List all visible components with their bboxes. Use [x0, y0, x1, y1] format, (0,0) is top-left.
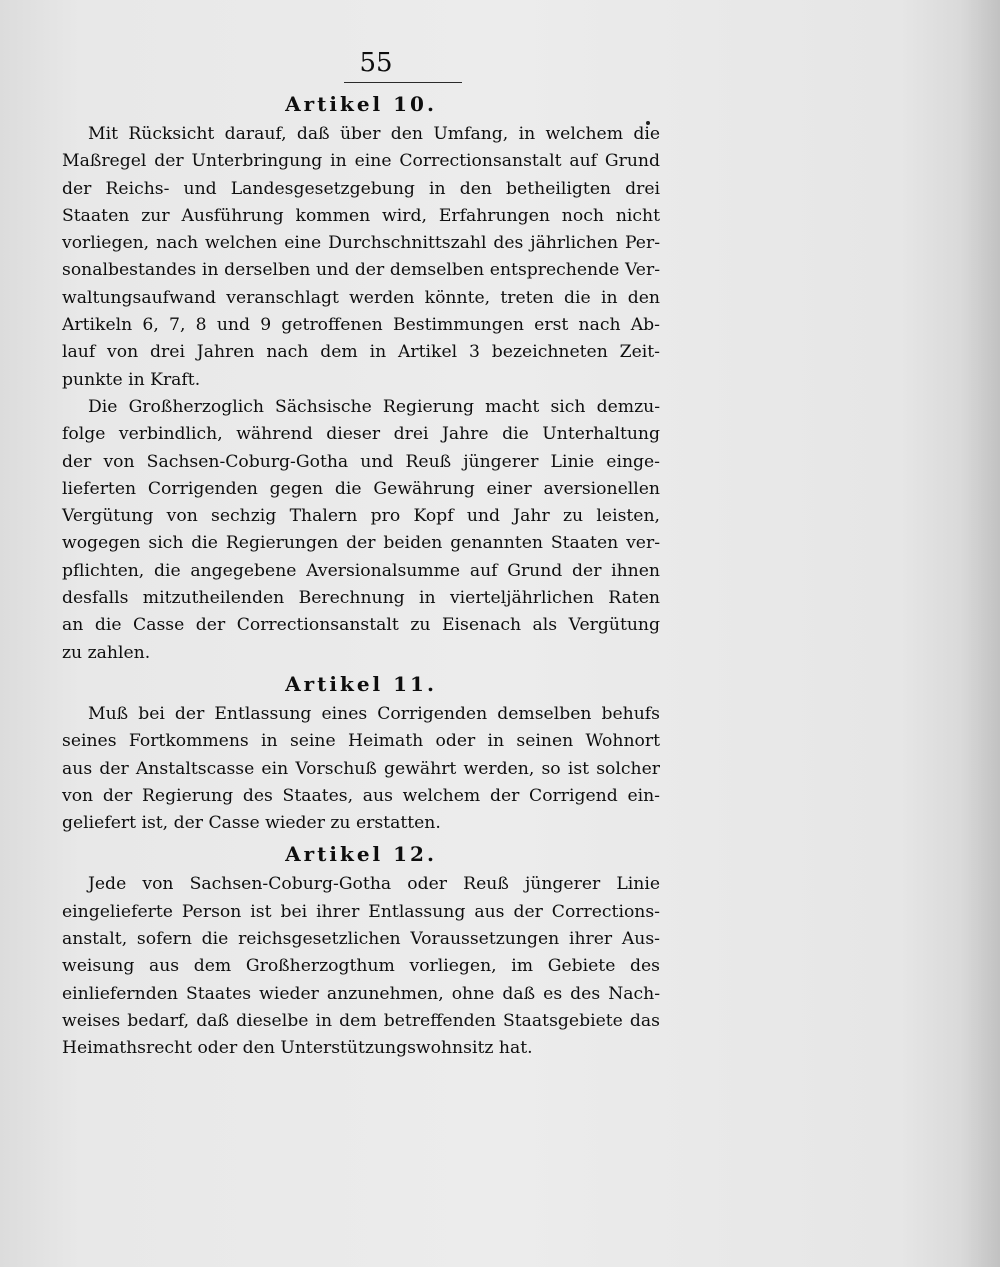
text-line: sonalbestandes in derselben und der demselben entsprechende Ver-	[62, 260, 660, 281]
text-line: desfalls mitzutheilenden Berechnung in vierteljährlichen Raten	[62, 588, 660, 609]
text-line: von der Regierung des Staates, aus welchem der Corrigend ein-	[62, 785, 660, 806]
text-line: weisung aus dem Großherzogthum vorliegen, im Gebiete des	[62, 956, 660, 977]
text-line: folge verbindlich, während dieser drei Jahre die Unterhaltung	[62, 424, 660, 445]
text-line: vorliegen, nach welchen eine Durchschnittszahl des jährlichen Per-	[62, 233, 660, 254]
page-number: 55	[359, 48, 393, 78]
paragraph	[62, 701, 660, 837]
article-section	[62, 841, 660, 1062]
text-line: lieferten Corrigenden gegen die Gewährung einer aversionellen	[62, 478, 660, 499]
text-line: wogegen sich die Regierungen der beiden genannten Staaten ver-	[62, 533, 660, 554]
text-line: Heimathsrecht oder den Unterstützungswohnsitz hat.	[62, 1038, 533, 1059]
article-heading: Artikel 12.	[285, 842, 437, 867]
article-section	[62, 91, 660, 667]
text-line: Mit Rücksicht darauf, daß über den Umfang, in welchem die	[88, 124, 660, 144]
paragraph	[62, 121, 660, 394]
text-line: aus der Anstaltscasse ein Vorschuß gewährt werden, so ist solcher	[62, 758, 660, 779]
text-line: der von Sachsen-Coburg-Gotha und Reuß jüngerer Linie einge-	[62, 451, 660, 472]
text-line: einliefernden Staates wieder anzunehmen, ohne daß es des Nach-	[62, 983, 660, 1004]
text-line: Vergütung von sechzig Thalern pro Kopf und Jahr zu leisten,	[62, 506, 660, 527]
text-line: weises bedarf, daß dieselbe in dem betreffenden Staatsgebiete das	[62, 1010, 660, 1031]
text-line: punkte in Kraft.	[62, 369, 201, 390]
page-content	[62, 48, 660, 1063]
text-line: Jede von Sachsen-Coburg-Gotha oder Reuß jüngerer Linie	[88, 874, 660, 895]
text-line: lauf von drei Jahren nach dem in Artikel 3 bezeichneten Zeit-	[62, 342, 660, 363]
page-number-rule	[344, 82, 462, 83]
page-edge-shadow	[960, 0, 1000, 1267]
text-line: eingelieferte Person ist bei ihrer Entlassung aus der Corrections-	[62, 901, 660, 922]
text-line: zu zahlen.	[62, 642, 151, 663]
article-heading: Artikel 10.	[285, 92, 437, 116]
article-list	[62, 91, 660, 1063]
text-line: der Reichs- und Landesgesetzgebung in den betheiligten drei	[62, 178, 660, 199]
paragraph	[62, 394, 660, 667]
text-line: geliefert ist, der Casse wieder zu erstatten.	[62, 813, 441, 834]
paragraph	[62, 871, 660, 1062]
text-line: Die Großherzoglich Sächsische Regierung macht sich demzu-	[88, 396, 660, 417]
text-line: Muß bei der Entlassung eines Corrigenden demselben behufs	[88, 703, 660, 724]
text-line: Maßregel der Unterbringung in eine Correctionsanstalt auf Grund	[62, 151, 660, 172]
article-heading: Artikel 11.	[285, 671, 437, 696]
text-line: seines Fortkommens in seine Heimath oder in seinen Wohnort	[62, 731, 660, 752]
article-section	[62, 671, 660, 837]
text-line: an die Casse der Correctionsanstalt zu Eisenach als Vergütung	[62, 615, 660, 636]
text-line: waltungsaufwand veranschlagt werden könnte, treten die in den	[62, 287, 660, 308]
text-line: Artikeln 6, 7, 8 und 9 getroffenen Bestimmungen erst nach Ab-	[62, 315, 660, 336]
text-line: anstalt, sofern die reichsgesetzlichen Voraussetzungen ihrer Aus-	[62, 929, 660, 950]
text-line: pflichten, die angegebene Aversionalsumme auf Grund der ihnen	[62, 560, 660, 581]
text-line: Staaten zur Ausführung kommen wird, Erfahrungen noch nicht	[62, 205, 660, 226]
